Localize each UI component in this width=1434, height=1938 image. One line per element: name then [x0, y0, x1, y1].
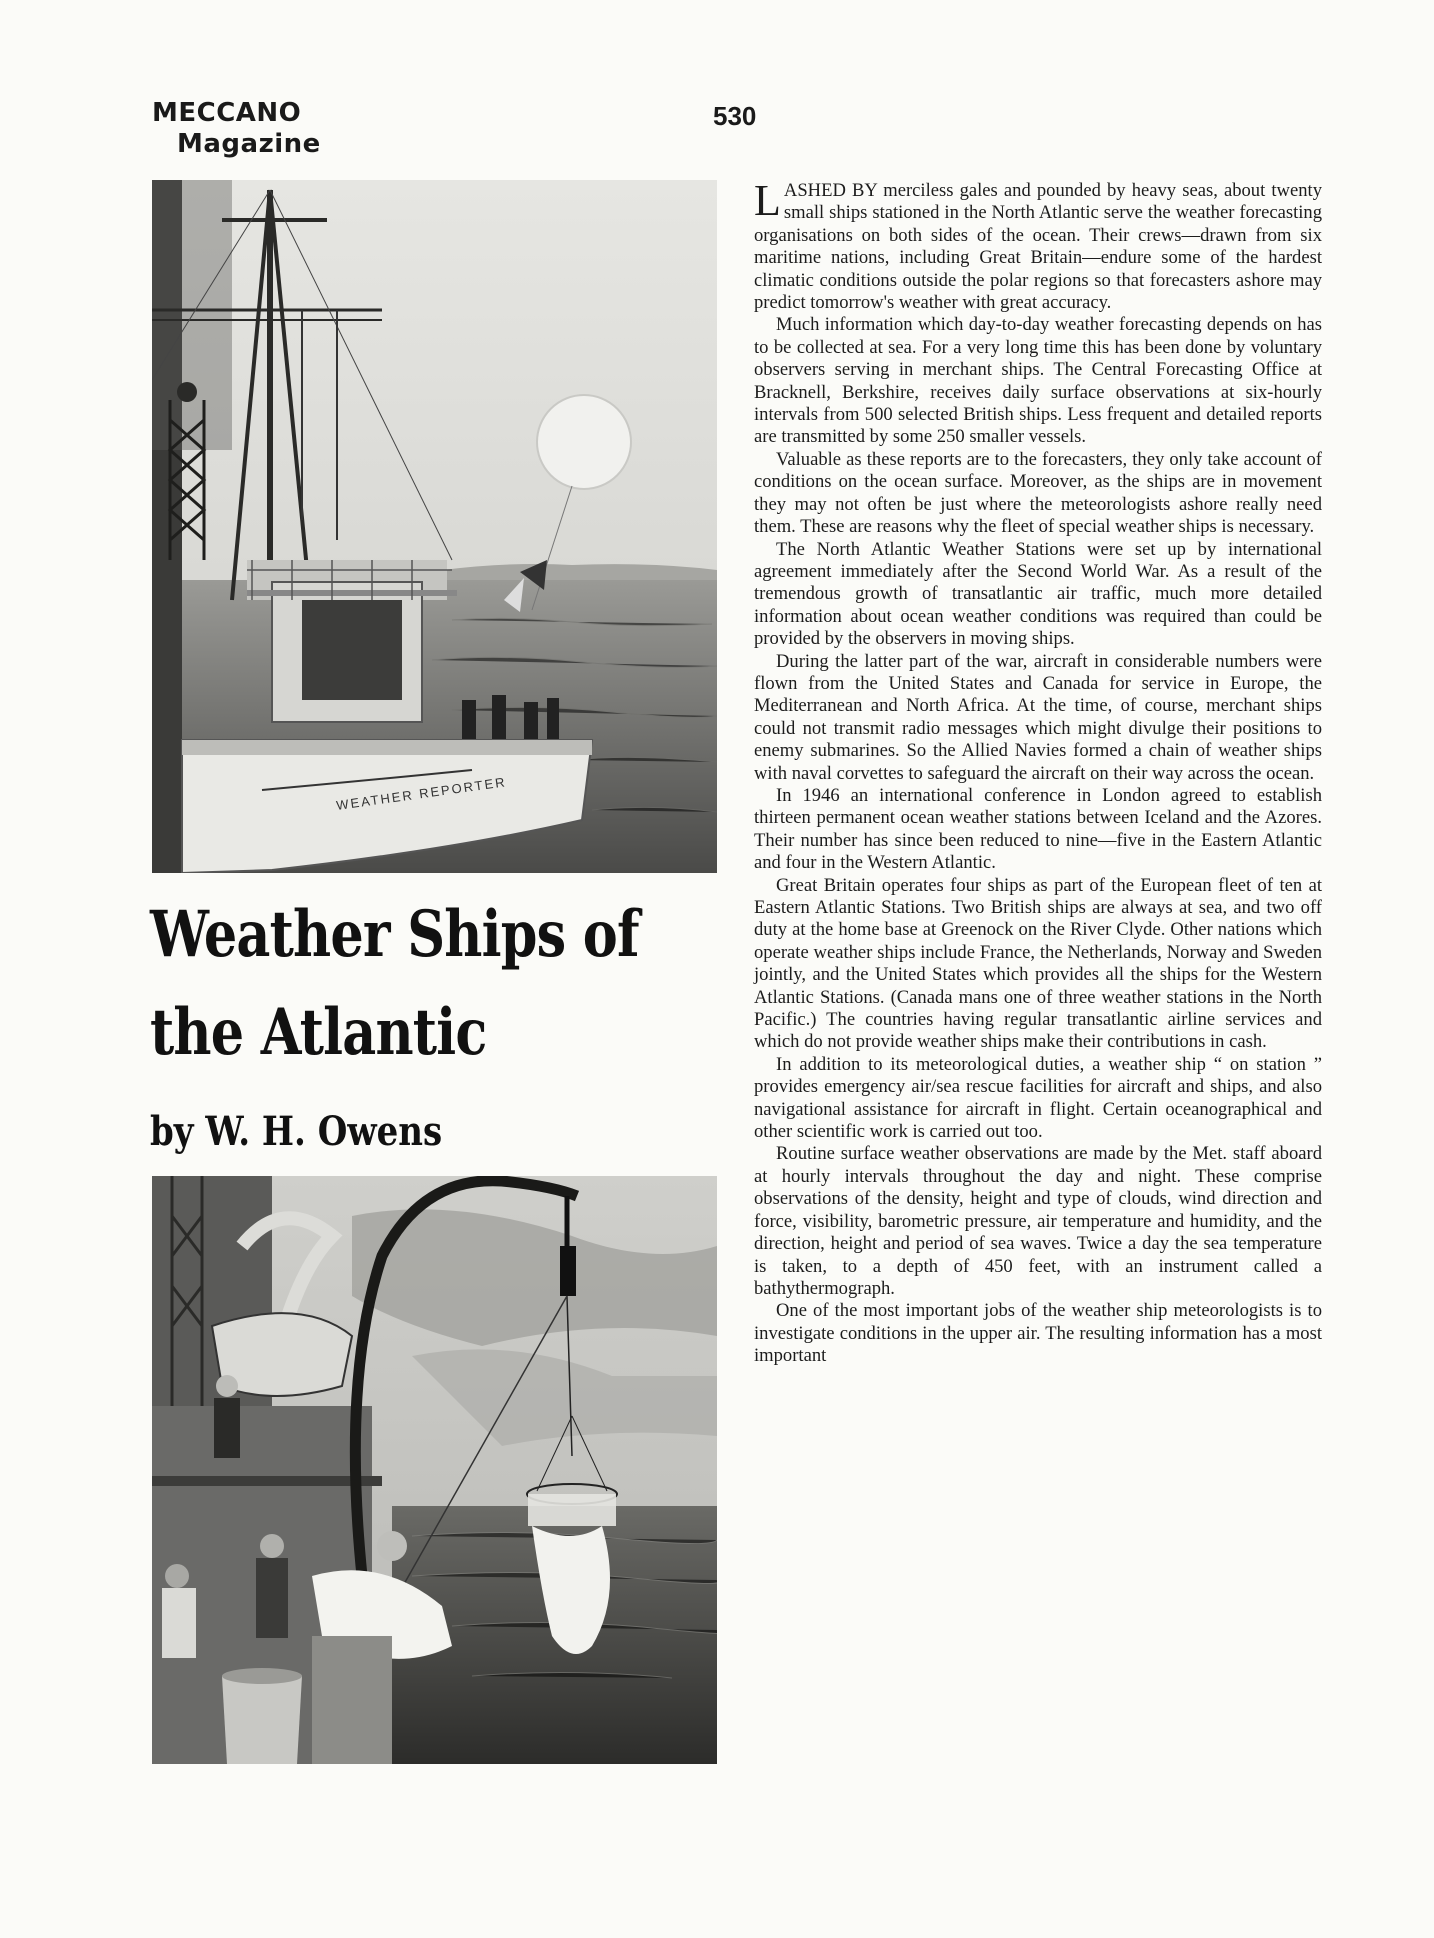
article-paragraph: Great Britain operates four ships as part of the European fleet of ten at Eastern Atlantic Stations. Two British ships are always at sea, and two off duty at the home base at Greenock on the River Clyde. Other nations which operate weather ships include France, the Netherlands, Norway and Sweden jointly, and the United States which provides all the ships for the Western Atlantic Stations. (Canada mans one of three weather stations in the North Pacific.) The countries having regular transatlantic airline services and which do not provide weather ships make their contributions in cash.	[754, 874, 1322, 1053]
masthead-subtitle: Magazine	[177, 129, 321, 159]
article-paragraph: Valuable as these reports are to the forecasters, they only take account of conditions on the ocean surface. Moreover, as the ships are in movement they may not often be just where the meteorologists ashore really need them. These are reasons why the fleet of special weather ships is necessary.	[754, 448, 1322, 538]
article-paragraph: One of the most important jobs of the weather ship meteorologists is to investigate conditions in the upper air. The resulting information has a most important	[754, 1300, 1322, 1367]
article-paragraph: In 1946 an international conference in London agreed to establish thirteen permanent ocean weather stations between Iceland and the Azores. Their number has since been reduced to nine—five in the Eastern Atlantic and four in the Western Atlantic.	[754, 784, 1322, 874]
title-line-2: the Atlantic	[150, 995, 487, 1070]
masthead	[152, 98, 321, 160]
title-line-1: Weather Ships of	[150, 897, 639, 972]
deck-crew-photo	[152, 1176, 717, 1764]
byline: by W. H. Owens	[150, 1108, 443, 1155]
article-paragraph: In addition to its meteorological duties, a weather ship “ on station ” provides emergency air/sea rescue facilities for aircraft and ships, and also navigational assistance for aircraft in flight. Certain oceanographical and other scientific work is carried out too.	[754, 1053, 1322, 1143]
page-number: 530	[713, 101, 757, 131]
article-paragraph: LASHED BY merciless gales and pounded by heavy seas, about twenty small ships stationed in the North Atlantic serve the weather forecasting organisations on both sides of the ocean. Their crews—drawn from six maritime nations, including Great Britain—endure some of the hardest climatic conditions outside the polar regions so that forecasters ashore may predict tomorrow's weather with great accuracy.	[754, 176, 1322, 314]
weather-ship-photo	[152, 180, 717, 873]
article-paragraph: Much information which day-to-day weather forecasting depends on has to be collected at sea. For a very long time this has been done by voluntary observers serving in merchant ships. The Central Forecasting Office at Bracknell, Berkshire, receives daily surface observations at six-hourly intervals from 500 selected British ships. Less frequent and detailed reports are transmitted by some 250 smaller vessels.	[754, 314, 1322, 448]
article-paragraph: Routine surface weather observations are made by the Met. staff aboard at hourly intervals throughout the day and night. These comprise observations of the density, height and type of clouds, wind direction and force, visibility, barometric pressure, air temperature and humidity, and the direction, height and period of sea waves. Twice a day the sea temperature is taken, to a depth of 450 feet, with an instrument called a bathythermograph.	[754, 1143, 1322, 1299]
article-title	[150, 886, 639, 1082]
drop-cap: L	[754, 176, 781, 225]
masthead-title: MECCANO	[152, 98, 302, 128]
article-paragraph: The North Atlantic Weather Stations were set up by international agreement immediately after the Second World War. As a result of the tremendous growth of transatlantic air traffic, much more detailed information about ocean weather conditions was required than could be provided by the observers in moving ships.	[754, 538, 1322, 650]
hull-name-text: WEATHER REPORTER	[335, 774, 508, 813]
article-body	[754, 176, 1322, 1368]
article-paragraph: During the latter part of the war, aircraft in considerable numbers were flown from the United States and Canada for service in Europe, the Mediterranean and North Africa. At the time, of course, merchant ships could not transmit radio messages which might divulge their positions to enemy submarines. So the Allied Navies formed a chain of weather ships with naval corvettes to safeguard the aircraft on their way across the ocean.	[754, 650, 1322, 784]
